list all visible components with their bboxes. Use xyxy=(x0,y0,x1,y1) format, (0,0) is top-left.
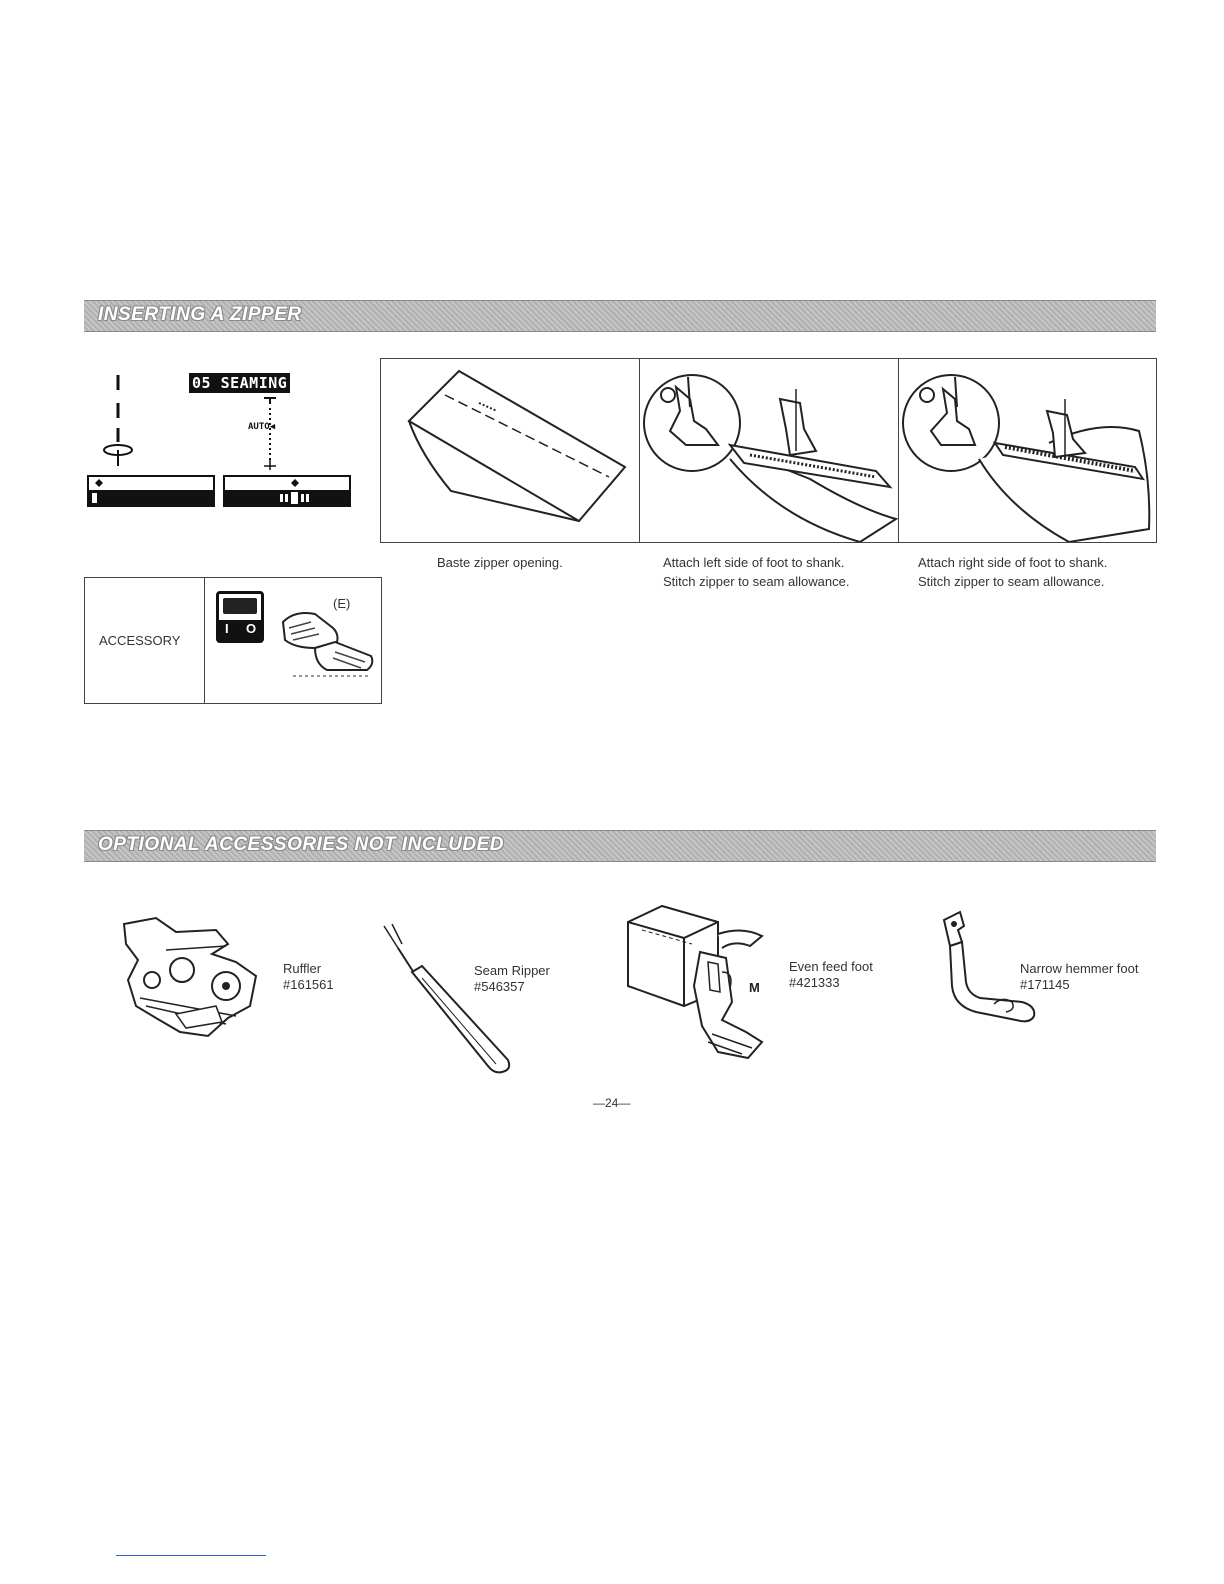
switch-rocker xyxy=(223,598,257,614)
caption-line: Attach right side of foot to shank. xyxy=(918,555,1108,570)
accessory-number: #546357 xyxy=(474,979,525,994)
accessory-number: #171145 xyxy=(1020,977,1070,992)
caption-line: Baste zipper opening. xyxy=(437,555,563,570)
step-caption-1 xyxy=(437,553,563,572)
lcd-auto-text: AUTO xyxy=(248,422,270,432)
lcd-pattern-name: 05 SEAMING xyxy=(189,373,290,393)
accessory-label: ACCESSORY xyxy=(99,633,181,648)
seam-ripper-illustration xyxy=(378,918,528,1078)
accessory-name: Even feed foot xyxy=(789,959,873,974)
section-title: INSERTING A ZIPPER xyxy=(98,304,302,325)
accessory-seam-ripper xyxy=(474,963,550,995)
switch-off-label: O xyxy=(246,621,257,636)
attach-right-illustration xyxy=(899,359,1157,542)
section-header-inserting-zipper xyxy=(84,300,1156,332)
accessory-narrow-hemmer-foot xyxy=(1020,961,1138,993)
step-caption-3 xyxy=(918,553,1107,591)
step-caption-2 xyxy=(663,553,849,591)
accessory-name: Seam Ripper xyxy=(474,963,550,978)
accessory-name: Ruffler xyxy=(283,961,322,976)
accessory-even-feed-foot xyxy=(789,959,873,991)
steps-illustration-panel xyxy=(380,358,1157,543)
divider xyxy=(204,578,205,703)
accessory-box xyxy=(84,577,382,704)
caption-line: Stitch zipper to seam allowance. xyxy=(918,574,1105,589)
section-title: OPTIONAL ACCESSORIES NOT INCLUDED xyxy=(98,834,505,855)
arrow-left-icon: ◀ xyxy=(269,422,276,432)
switch-icon xyxy=(216,591,264,643)
caption-line: Attach left side of foot to shank. xyxy=(663,555,845,570)
lcd-display xyxy=(84,370,356,512)
ruffler-illustration xyxy=(116,910,276,1046)
divider xyxy=(116,1555,266,1556)
accessory-ruffler xyxy=(283,961,334,993)
even-feed-marker: M xyxy=(749,980,760,995)
zipper-foot-icon xyxy=(275,608,377,683)
caption-line: Stitch zipper to seam allowance. xyxy=(663,574,850,589)
baste-fabric-illustration xyxy=(381,359,639,542)
page-number: —24— xyxy=(593,1096,631,1110)
accessory-number: #161561 xyxy=(283,977,334,992)
lcd-auto-label xyxy=(248,422,275,432)
section-header-optional-accessories xyxy=(84,830,1156,862)
accessory-name: Narrow hemmer foot xyxy=(1020,961,1139,976)
foot-code: (E) xyxy=(333,596,351,611)
accessory-number: #421333 xyxy=(789,975,840,990)
switch-on-label: I xyxy=(225,621,229,636)
attach-left-illustration xyxy=(640,359,898,542)
